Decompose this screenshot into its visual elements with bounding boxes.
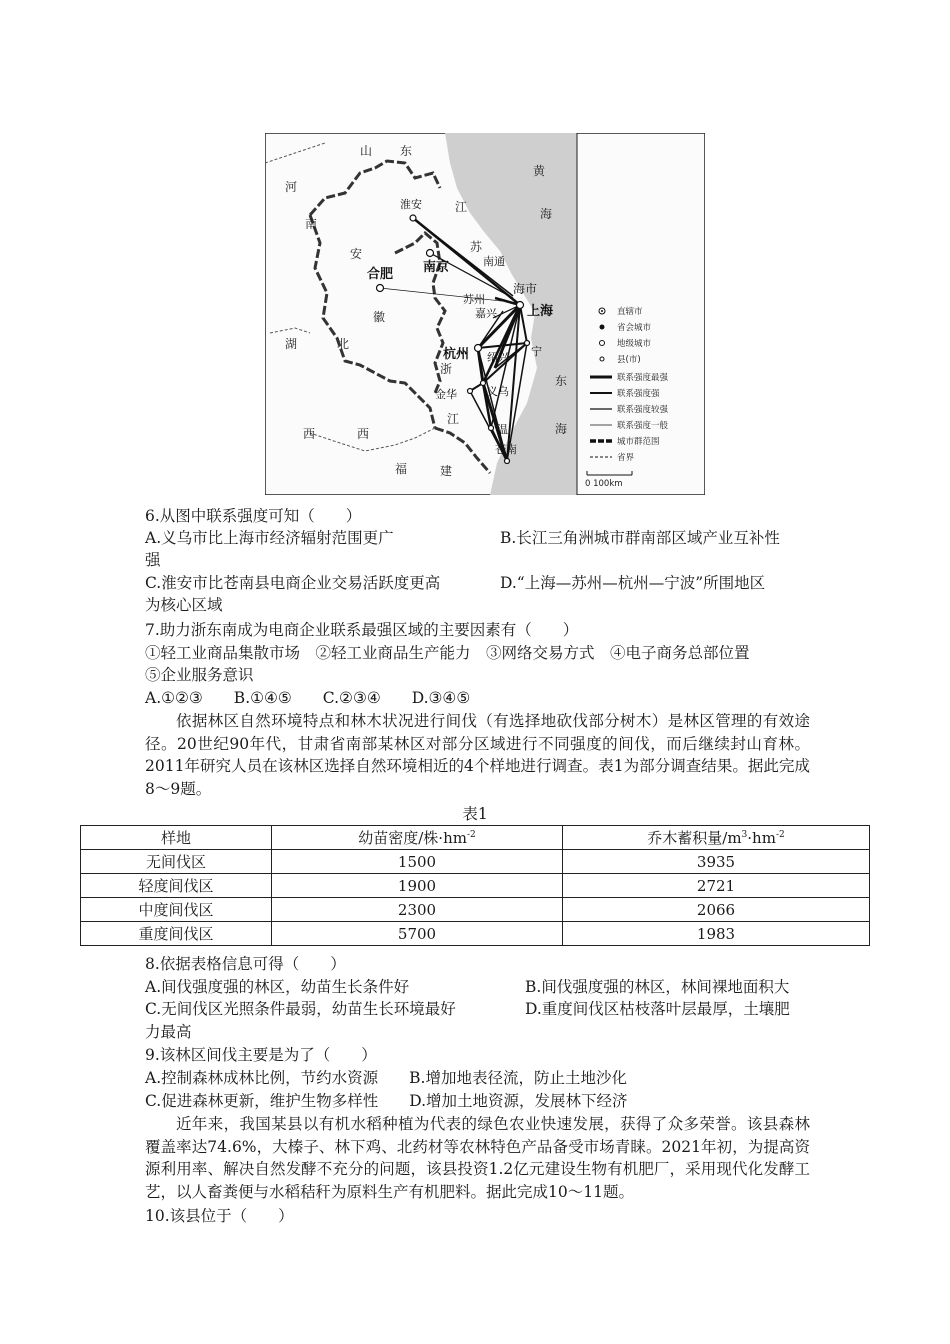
city-label: 南京 — [423, 260, 450, 275]
q8-option-d: D.重度间伐区枯枝落叶层最厚，土壤肥 — [525, 1000, 790, 1018]
table-row: 重度间伐区 5700 1983 — [81, 922, 870, 946]
city-label: 南通 — [483, 255, 505, 268]
map-label: 江 — [447, 412, 460, 426]
city-label: 苍南 — [495, 443, 517, 456]
map-label: 福 — [395, 462, 408, 476]
map-label: 北 — [337, 337, 350, 351]
map-label: 东 — [400, 144, 413, 158]
map-label: 南 — [305, 217, 318, 231]
map-label: 海 — [555, 422, 568, 436]
passage-county: 近年来，我国某县以有机水稻种植为代表的绿色农业快速发展，获得了众多荣誉。该县森林覆盖率达74.6%，大榛子、林下鸡、北药材等农林特色产品备受市场青睐。2021年初，为提高资源利用率、解决自然发酵不充分的问题，该县投资1.2亿元建设生物有机肥厂，采用现代化发酵工艺，以人畜粪便与水稻秸秆为原料生产有机肥料。据此完成10～11题。 — [145, 1115, 810, 1201]
svg-text:联系强度较强: 联系强度较强 — [617, 405, 669, 415]
svg-text:0 100km: 0 100km — [585, 479, 623, 489]
map-label: 海 — [540, 207, 553, 221]
map-label: 西 — [357, 427, 370, 441]
svg-text:直辖市: 直辖市 — [617, 307, 643, 317]
city-label: 嘉兴 — [475, 307, 497, 320]
table-header: 幼苗密度/株$\cdot hm^{-2}$ — [272, 826, 563, 850]
q8-option-a: A.间伐强度强的林区，幼苗生长条件好 — [145, 978, 410, 996]
q8-option-c: C.无间伐区光照条件最弱，幼苗生长环境最好 — [145, 1000, 456, 1018]
table-row: 无间伐区 1500 3935 — [81, 850, 870, 874]
table-row: 轻度间伐区 1900 2721 — [81, 874, 870, 898]
svg-text:地级城市: 地级城市 — [617, 339, 652, 349]
yangtze-delta-map — [265, 133, 705, 495]
svg-text:城市群范围: 城市群范围 — [617, 437, 660, 447]
q6-option-b-cont: 强 — [145, 551, 161, 569]
q6-stem: 6.从图中联系强度可知（ ） — [145, 507, 362, 525]
map-label: 苏 — [470, 240, 483, 254]
city-label: 温 — [497, 423, 508, 436]
city-label: 绍兴 — [487, 351, 509, 364]
map-label: 浙 — [440, 362, 453, 376]
city-label: 合肥 — [367, 267, 394, 282]
table-row: 中度间伐区 2300 2066 — [81, 898, 870, 922]
svg-text:省界: 省界 — [617, 453, 635, 463]
passage-forest: 依据林区自然环境特点和林木状况进行间伐（有选择地砍伐部分树木）是林区管理的有效途径。20世纪90年代，甘肃省南部某林区对部分区域进行不同强度的间伐，而后继续封山育林。2011年研究人员在该林区选择自然环境相近的4个样地进行调查。表1为部分调查结果。据此完成8～9题。 — [145, 712, 810, 798]
q8-option-d-cont: 力最高 — [145, 1023, 192, 1041]
q6-option-b: B.长江三角洲城市群南部区域产业互补性 — [500, 529, 780, 547]
city-label: 上海 — [527, 304, 554, 319]
q9-options-1: A.控制森林成林比例，节约水资源 B.增加地表径流，防止土地沙化 — [145, 1069, 627, 1087]
map-label: 江 — [455, 200, 468, 214]
city-label: 淮安 — [400, 198, 422, 211]
city-label: 金华 — [435, 388, 457, 401]
map-label: 东 — [555, 374, 568, 388]
map-label: 湖 — [285, 337, 298, 351]
svg-text:联系强度最强: 联系强度最强 — [617, 373, 669, 383]
map-label: 徽 — [373, 310, 386, 324]
table-header: 样地 — [81, 826, 272, 850]
table-header: 乔木蓄积量$/m^3\cdot hm^{-2}$ — [563, 826, 870, 850]
svg-text:县(市): 县(市) — [617, 355, 641, 365]
q7-items: ①轻工业商品集散市场 ②轻工业商品生产能力 ③网络交易方式 ④电子商务总部位置 — [145, 644, 750, 662]
q7-items-cont: ⑤企业服务意识 — [145, 666, 254, 684]
svg-text:联系强度强: 联系强度强 — [617, 389, 660, 399]
q7-stem: 7.助力浙东南成为电商企业联系最强区域的主要因素有（ ） — [145, 621, 579, 639]
q9-stem: 9.该林区间伐主要是为了（ ） — [145, 1046, 377, 1064]
map-label: 建 — [440, 464, 453, 478]
map-label: 河 — [285, 180, 298, 194]
svg-text:联系强度一般: 联系强度一般 — [617, 421, 669, 431]
svg-text:省会城市: 省会城市 — [617, 323, 652, 333]
map-label: 西 — [303, 427, 316, 441]
survey-table — [80, 825, 870, 946]
table-header-row — [81, 826, 870, 850]
q7-options: A.①②③ B.①④⑤ C.②③④ D.③④⑤ — [145, 689, 471, 707]
q8-option-b: B.间伐强度强的林区，林间裸地面积大 — [525, 978, 790, 996]
map-label: 安 — [350, 247, 363, 261]
city-label: 杭州 — [443, 347, 470, 362]
city-label: 苏州 — [463, 293, 485, 306]
q6-option-a: A.义乌市比上海市经济辐射范围更广 — [145, 529, 394, 547]
table-caption: 表1 — [462, 805, 488, 823]
q6-option-d: D.“上海—苏州—杭州—宁波”所围地区 — [500, 574, 766, 592]
q9-options-2: C.促进森林更新，维护生物多样性 D.增加土地资源，发展林下经济 — [145, 1092, 628, 1110]
city-label: 宁 — [531, 345, 542, 358]
q6-option-c: C.淮安市比苍南县电商企业交易活跃度更高 — [145, 574, 441, 592]
city-label: 海市 — [513, 282, 538, 296]
city-label: 义乌 — [487, 385, 509, 398]
q6-option-d-cont: 为核心区域 — [145, 596, 223, 614]
map-label: 山 — [360, 144, 373, 158]
map-label: 黄 — [533, 164, 546, 178]
q8-stem: 8.依据表格信息可得（ ） — [145, 955, 346, 973]
q10-stem: 10.该县位于（ ） — [145, 1207, 294, 1225]
